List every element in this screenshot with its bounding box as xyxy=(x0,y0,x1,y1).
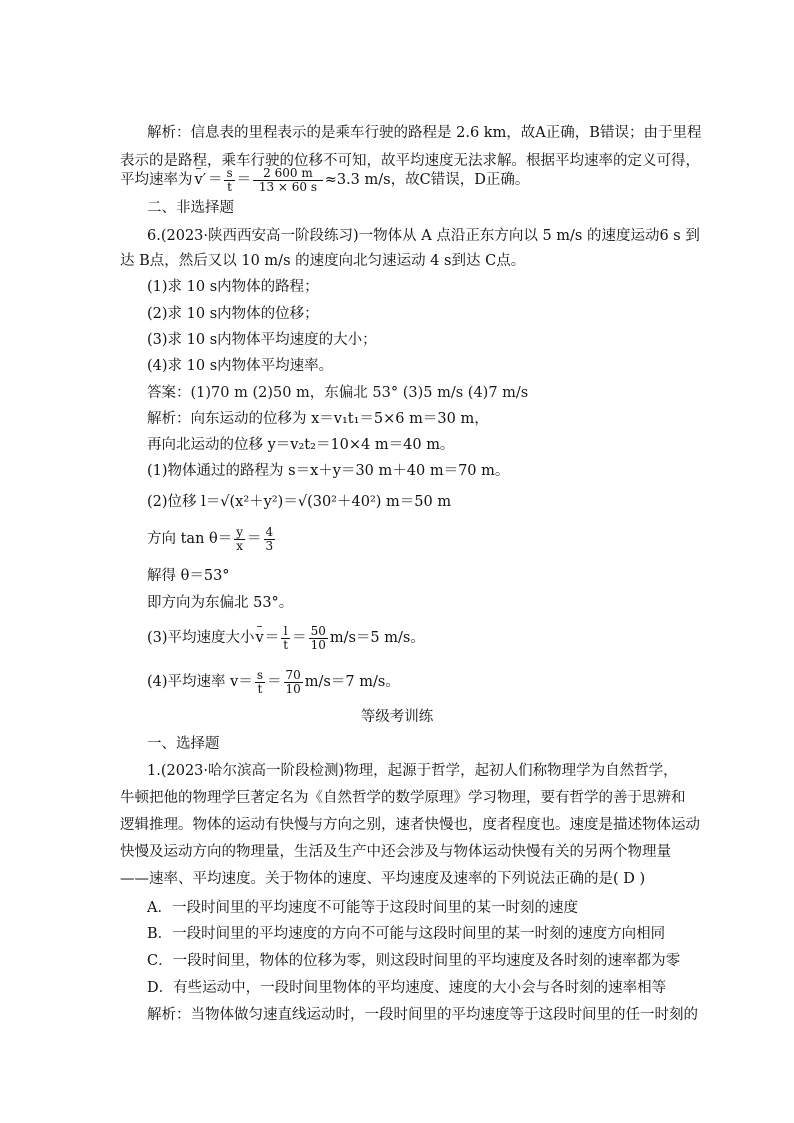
avg-velocity-prefix: (3)平均速度大小 xyxy=(147,630,255,646)
avg-velocity-suffix: m/s＝5 m/s。 xyxy=(329,630,425,646)
option-b: B．一段时间里的平均速度的方向不可能与这段时间里的某一时刻的速度方向相同 xyxy=(147,926,666,942)
option-a: A．一段时间里的平均速度不可能等于这段时间里的某一时刻的速度 xyxy=(147,900,578,916)
fraction-denominator: t xyxy=(227,179,232,194)
question-1-line-4: 快慢及运动方向的物理量，生活及生产中还会涉及与物体运动快慢有关的另两个物理量 xyxy=(120,844,671,860)
question-6-line-2: 达 B点，然后又以 10 m/s 的速度向北匀速运动 4 s到达 C点。 xyxy=(120,253,526,269)
avg-speed-eq: ＝ xyxy=(267,674,282,690)
fraction-numerator: 70 xyxy=(285,667,301,682)
avg-velocity-eq-1: ＝ xyxy=(264,630,280,646)
fraction-denominator: t xyxy=(283,637,289,652)
fraction-numerator: 4 xyxy=(265,524,274,539)
tan-prefix: 方向 tan θ＝ xyxy=(147,531,233,547)
question-6-line-1: 6.(2023·陕西西安高一阶段练习)一物体从 A 点沿正东方向以 5 m/s 的速度运动6 s 到 xyxy=(147,228,700,244)
fraction-numerator: l xyxy=(281,625,290,639)
formula-suffix: ≈3.3 m/s，故C错误，D正确。 xyxy=(324,172,530,188)
answer-text: (1)70 m (2)50 m，东偏北 53° (3)5 m/s (4)7 m/s xyxy=(190,385,529,401)
fraction-denominator: 3 xyxy=(265,538,274,553)
analysis-line-2: 表示的是路程，乘车行驶的位移不可知，故平均速度无法求解。根据平均速率的定义可得， xyxy=(120,153,700,169)
tan-eq: ＝ xyxy=(247,531,262,547)
avg-speed-prefix: (4)平均速率 v＝ xyxy=(147,674,253,690)
question-1-line-3: 逻辑推理。物体的运动有快慢与方向之别，速者快慢也，度者程度也。速度是描述物体运动 xyxy=(120,817,700,833)
fraction-50-over-10 xyxy=(309,625,328,652)
formula-prefix: 平均速率为 xyxy=(120,172,193,188)
formula-eq-1: ＝ xyxy=(207,172,223,188)
fraction-l-over-t xyxy=(281,625,290,652)
question-1-line-5: ——速率、平均速度。关于物体的速度、平均速度及速率的下列说法正确的是( D ) xyxy=(120,871,646,887)
fraction-numerator: y xyxy=(236,524,244,539)
solution-line-6: 解得 θ＝53° xyxy=(147,568,230,584)
section-title-non-choice: 二、非选择题 xyxy=(147,200,234,216)
avg-velocity-eq-2: ＝ xyxy=(292,630,307,646)
question-6-sub-2: (2)求 10 s内物体的位移； xyxy=(147,306,319,322)
answer-label: 答案： xyxy=(147,385,191,401)
fraction-s-over-t xyxy=(255,669,265,696)
solution-line-7: 即方向为东偏北 53°。 xyxy=(147,595,294,611)
fraction-denominator: 10 xyxy=(310,637,326,652)
option-d: D．有些运动中，一段时间里物体的平均速度、速度的大小会与各时刻的速率相等 xyxy=(147,980,667,996)
analysis-line-1: 解析：信息表的里程表示的是乘车行驶的路程是 2.6 km，故A正确，B错误；由于里程 xyxy=(147,125,702,141)
solution-line-5 xyxy=(147,520,277,558)
fraction-denominator: 10 xyxy=(285,681,301,696)
section-title-choice: 一、选择题 xyxy=(147,736,220,752)
fraction-denominator: t xyxy=(257,681,263,696)
solution-line-4: (2)位移 l＝√(x²＋y²)＝√(30²＋40²) m＝50 m xyxy=(147,494,452,510)
solution-line-1: 解析：向东运动的位移为 x＝v₁t₁＝5×6 m＝30 m， xyxy=(147,411,489,427)
question-1-line-2: 牛顿把他的物理学巨著定名为《自然哲学的数学原理》学习物理，要有哲学的善于思辨和 xyxy=(120,790,686,806)
analysis-formula-line xyxy=(120,163,529,197)
fraction-4-over-3 xyxy=(264,526,276,553)
solution-line-2: 再向北运动的位移 y＝v₂t₂＝10×4 m＝40 m。 xyxy=(147,437,455,453)
question-6-sub-3: (3)求 10 s内物体平均速度的大小； xyxy=(147,332,377,348)
fraction-numerator: 2 600 m xyxy=(253,167,323,181)
question-6-sub-4: (4)求 10 s内物体平均速率。 xyxy=(147,358,334,374)
fraction-70-over-10 xyxy=(284,669,303,696)
fraction-numerator: s xyxy=(226,165,233,180)
question-1-analysis: 解析：当物体做匀速直线运动时，一段时间里的平均速度等于这段时间里的任一时刻的 xyxy=(147,1007,698,1023)
fraction-y-over-x xyxy=(234,526,245,553)
answer-line xyxy=(147,384,528,402)
section-heading: 等级考训练 xyxy=(360,709,434,725)
solution-line-8 xyxy=(147,619,425,657)
fraction-denominator: x xyxy=(236,538,244,553)
fraction-numerator: s xyxy=(256,667,264,682)
fraction-distance-over-time xyxy=(253,167,323,194)
fraction-denominator: 13 × 60 s xyxy=(258,179,318,194)
formula-variable: – v′ xyxy=(195,171,206,189)
avg-speed-suffix: m/s＝7 m/s。 xyxy=(304,674,400,690)
question-6-sub-1: (1)求 10 s内物体的路程； xyxy=(147,279,319,295)
avg-velocity-variable: – v xyxy=(256,629,264,647)
fraction-numerator: 50 xyxy=(310,623,326,638)
formula-eq-2: ＝ xyxy=(236,172,252,188)
fraction-s-over-t xyxy=(224,167,234,194)
option-c: C．一段时间里，物体的位移为零，则这段时间里的平均速度及各时刻的速率都为零 xyxy=(147,953,681,969)
solution-line-3: (1)物体通过的路程为 s＝x＋y＝30 m＋40 m＝70 m。 xyxy=(147,463,510,479)
question-1-line-1: 1.(2023·哈尔滨高一阶段检测)物理，起源于哲学，起初人们称物理学为自然哲学， xyxy=(147,763,678,779)
solution-line-9 xyxy=(147,663,400,701)
